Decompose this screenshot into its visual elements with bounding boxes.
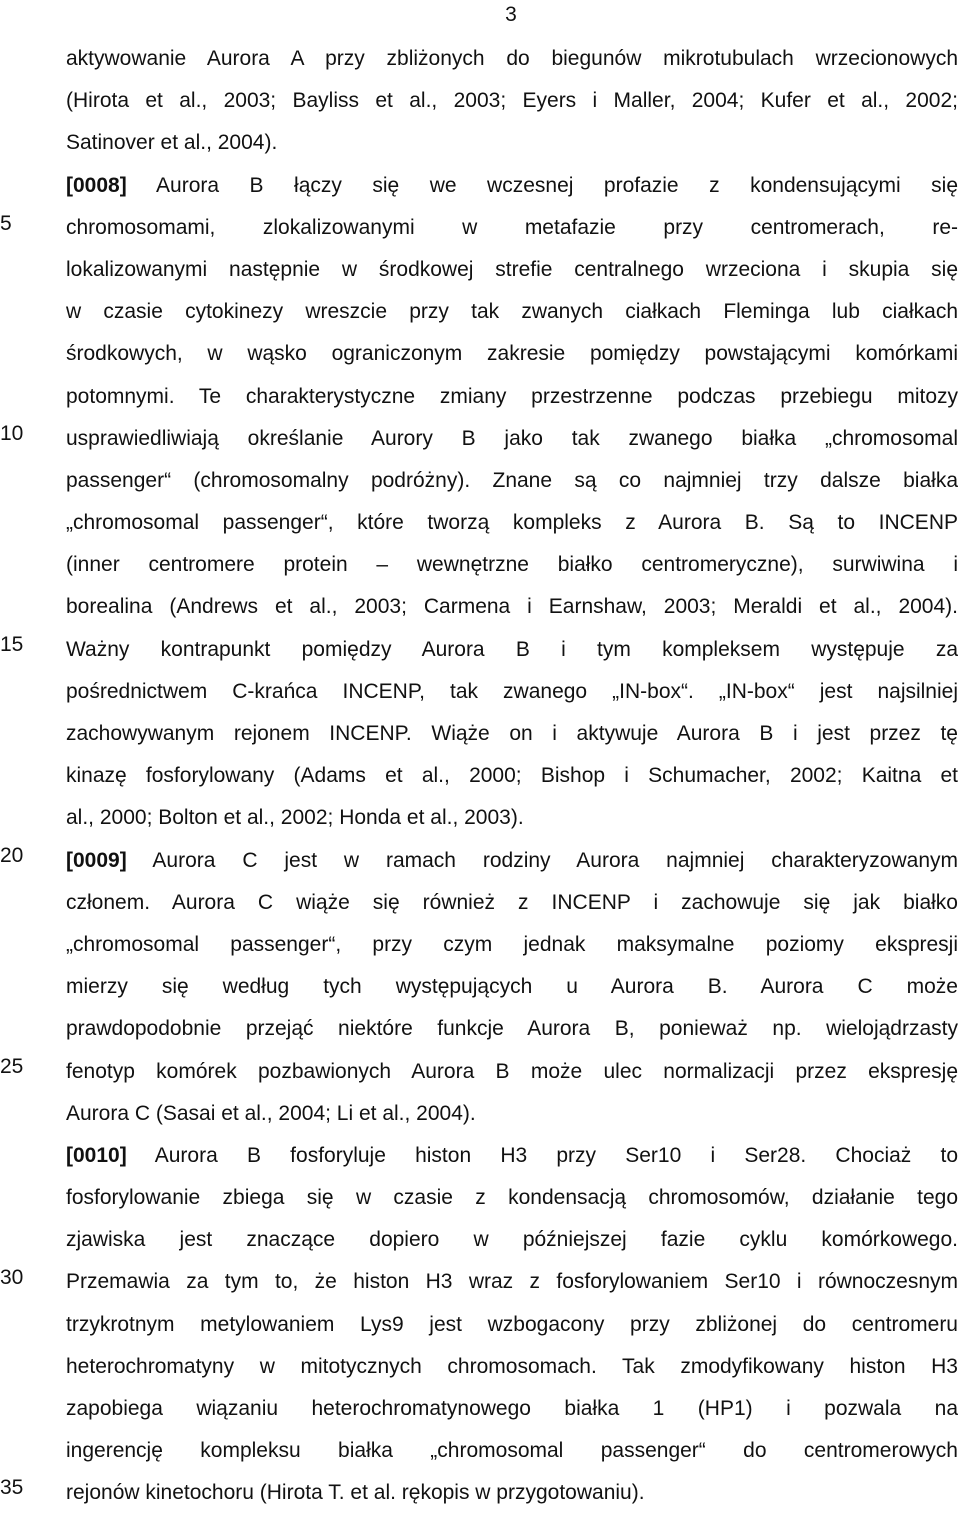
- text-line: [66, 840, 958, 882]
- line-text: fenotyp komórek pozbawionych Aurora B może ulec normalizacji przez ekspresję: [66, 1059, 958, 1083]
- text-line: [66, 1261, 958, 1303]
- text-line: [66, 629, 958, 671]
- text-line: [66, 1177, 958, 1219]
- text-line: [66, 966, 958, 1008]
- page-number: 3: [505, 3, 517, 26]
- text-line: [66, 1135, 958, 1177]
- paragraph-marker: [0010]: [66, 1143, 127, 1167]
- line-number: 20: [0, 844, 24, 867]
- line-text: heterochromatyny w mitotycznych chromosomach. Tak zmodyfikowany histon H3: [66, 1354, 958, 1378]
- text-line: [66, 291, 958, 333]
- line-text: lokalizowanymi następnie w środkowej strefie centralnego wrzeciona i skupia się: [66, 257, 958, 281]
- line-number: 35: [0, 1476, 24, 1499]
- line-text: trzykrotnym metylowaniem Lys9 jest wzbogacony przy zbliżonej do centromeru: [66, 1312, 958, 1336]
- text-line: [66, 1388, 958, 1430]
- line-text: rejonów kinetochoru (Hirota T. et al. rękopis w przygotowaniu).: [66, 1481, 645, 1505]
- line-text: zapobiega wiązaniu heterochromatynowego białka 1 (HP1) i pozwala na: [66, 1397, 958, 1420]
- text-line: [66, 924, 958, 966]
- line-text: Aurora C (Sasai et al., 2004; Li et al., 2004).: [66, 1101, 476, 1125]
- paragraph-marker: [0008]: [66, 173, 127, 197]
- paragraph-marker: [0009]: [66, 848, 127, 872]
- line-text: borealina (Andrews et al., 2003; Carmena i Earnshaw, 2003; Meraldi et al., 2004).: [66, 595, 958, 619]
- text-line: [66, 1093, 958, 1135]
- text-line: [66, 502, 958, 544]
- line-text: zachowywanym rejonem INCENP. Wiąże on i aktywuje Aurora B i jest przez tę: [66, 722, 958, 745]
- line-text: al., 2000; Bolton et al., 2002; Honda et al., 2003).: [66, 806, 524, 830]
- text-line: [66, 80, 958, 122]
- paragraph: [66, 1135, 958, 1515]
- text-line: [66, 713, 958, 755]
- line-text: (inner centromere protein – wewnętrzne białko centromeryczne), surwiwina i: [66, 553, 958, 577]
- text-line: [66, 376, 958, 418]
- line-text: chromosomami, zlokalizowanymi w metafazie przy centromerach, re-: [66, 215, 958, 239]
- line-text: środkowych, w wąsko ograniczonym zakresie pomiędzy powstającymi komórkami: [66, 342, 958, 366]
- line-text: pośrednictwem C-krańca INCENP, tak zwanego „IN-box“. „IN-box“ jest najsilniej: [66, 679, 958, 703]
- line-number: 25: [0, 1055, 24, 1078]
- line-text: Aurora C jest w ramach rodziny Aurora najmniej charakteryzowanym: [126, 848, 958, 872]
- text-line: [66, 1472, 958, 1514]
- line-text: zjawiska jest znaczące dopiero w późniejszej fazie cyklu komórkowego.: [66, 1228, 958, 1252]
- text-line: [66, 882, 958, 924]
- line-text: Aurora B łączy się we wczesnej profazie z kondensującymi się: [126, 173, 958, 197]
- body-text: [66, 38, 958, 1515]
- line-text: passenger“ (chromosomalny podróżny). Znane są co najmniej trzy dalsze białka: [66, 468, 958, 492]
- text-line: [66, 333, 958, 375]
- text-line: [66, 460, 958, 502]
- line-text: aktywowanie Aurora A przy zbliżonych do biegunów mikrotubulach wrzecionowych: [66, 47, 958, 70]
- line-text: (Hirota et al., 2003; Bayliss et al., 2003; Eyers i Maller, 2004; Kufer et al., 2002;: [66, 89, 958, 113]
- line-text: fosforylowanie zbiega się w czasie z kondensacją chromosomów, działanie tego: [66, 1186, 958, 1210]
- paragraph: [66, 38, 958, 165]
- paragraph: [66, 840, 958, 1135]
- text-line: [66, 755, 958, 797]
- line-text: Przemawia za tym to, że histon H3 wraz z fosforylowaniem Ser10 i równoczesnym: [66, 1270, 958, 1294]
- text-line: [66, 1219, 958, 1261]
- line-text: „chromosomal passenger“, przy czym jednak maksymalne poziomy ekspresji: [66, 932, 958, 956]
- text-line: [66, 249, 958, 291]
- line-text: usprawiedliwiają określanie Aurory B jako tak zwanego białka „chromosomal: [66, 426, 958, 450]
- line-number: 15: [0, 633, 24, 656]
- line-number: 30: [0, 1266, 24, 1289]
- line-text: kinazę fosforylowany (Adams et al., 2000; Bishop i Schumacher, 2002; Kaitna et: [66, 764, 958, 788]
- text-line: [66, 418, 958, 460]
- text-line: [66, 1008, 958, 1050]
- line-text: prawdopodobnie przejąć niektóre funkcje Aurora B, ponieważ np. wielojądrzasty: [66, 1017, 958, 1041]
- text-line: [66, 207, 958, 249]
- line-text: „chromosomal passenger“, które tworzą kompleks z Aurora B. Są to INCENP: [66, 511, 958, 535]
- line-text: potomnymi. Te charakterystyczne zmiany przestrzenne podczas przebiegu mitozy: [66, 384, 958, 408]
- text-line: [66, 38, 958, 80]
- text-line: [66, 165, 958, 207]
- text-line: [66, 1346, 958, 1388]
- text-line: [66, 671, 958, 713]
- line-text: mierzy się według tych występujących u Aurora B. Aurora C może: [66, 975, 958, 999]
- text-line: [66, 1051, 958, 1093]
- line-text: ingerencję kompleksu białka „chromosomal passenger“ do centromerowych: [66, 1439, 958, 1463]
- line-text: Satinover et al., 2004).: [66, 131, 278, 155]
- text-line: [66, 544, 958, 586]
- line-text: Ważny kontrapunkt pomiędzy Aurora B i tym kompleksem występuje za: [66, 637, 958, 661]
- text-line: [66, 586, 958, 628]
- line-number: 5: [0, 212, 12, 235]
- line-number: 10: [0, 422, 24, 445]
- text-line: [66, 122, 958, 164]
- line-text: członem. Aurora C wiąże się również z INCENP i zachowuje się jak białko: [66, 890, 958, 914]
- text-line: [66, 1304, 958, 1346]
- paragraph: [66, 165, 958, 840]
- line-text: w czasie cytokinezy wreszcie przy tak zwanych ciałkach Fleminga lub ciałkach: [66, 300, 958, 324]
- line-text: Aurora B fosforyluje histon H3 przy Ser10 i Ser28. Chociaż to: [126, 1143, 958, 1167]
- text-line: [66, 1430, 958, 1472]
- text-line: [66, 797, 958, 839]
